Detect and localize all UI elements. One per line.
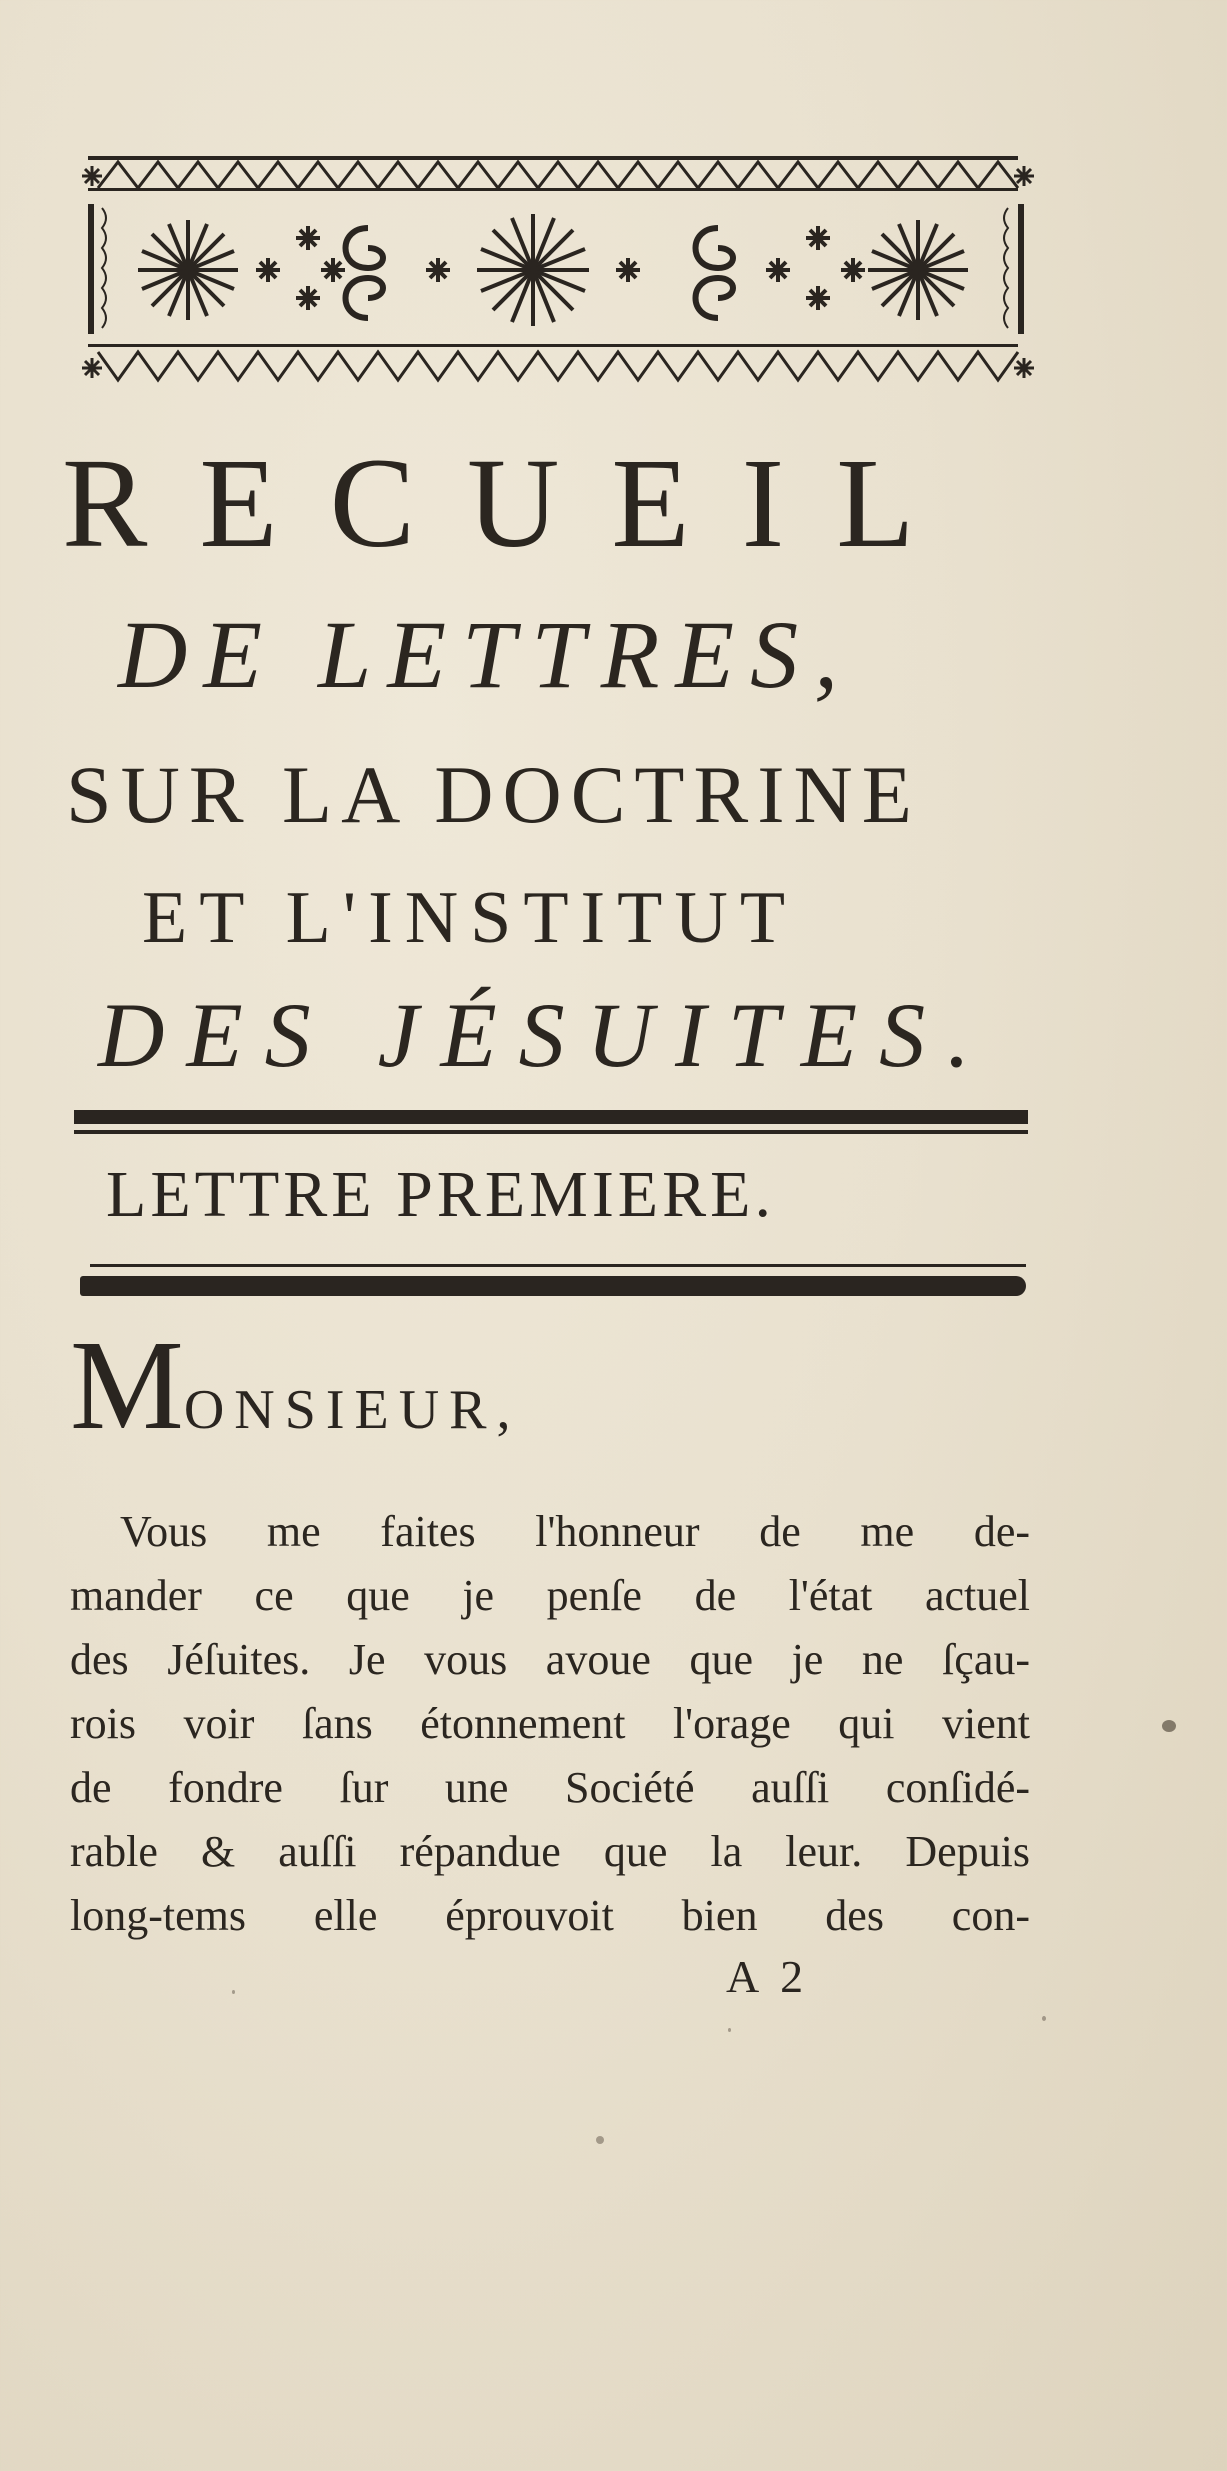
body-line: mander ce que je penſe de l'état actuel xyxy=(70,1571,1030,1620)
section-heading: LETTRE PREMIERE. xyxy=(106,1158,775,1231)
body-line: long-tems elle éprouvoit bien des con- xyxy=(70,1891,1030,1940)
title-recueil: RECUEIL xyxy=(62,432,967,574)
bottom-rule-thick xyxy=(80,1276,1026,1296)
paper-speck xyxy=(596,2136,604,2144)
title-sur-la-doctrine: SUR LA DOCTRINE xyxy=(66,749,921,840)
ornamental-headpiece-icon xyxy=(78,148,1038,398)
title-de-lettres: DE LETTRES, xyxy=(118,601,855,708)
salutation xyxy=(70,1310,521,1499)
body-line: rable & auſſi répandue que la leur. Depuis xyxy=(70,1827,1030,1876)
paper-speck xyxy=(232,1990,235,1994)
top-rule-thick xyxy=(74,1110,1028,1124)
bottom-rule-thin xyxy=(90,1264,1026,1267)
title-et-linstitut: ET L'INSTITUT xyxy=(142,877,798,959)
signature-mark: A 2 xyxy=(726,1951,810,2002)
letter-body xyxy=(70,1500,1030,1948)
top-rule-thin xyxy=(74,1130,1028,1134)
title-des-jesuites: DES JÉSUITES. xyxy=(98,984,993,1086)
paper-speck xyxy=(728,2028,731,2032)
body-line: Vous me faites l'honneur de me de- xyxy=(120,1507,1030,1556)
paper-speck xyxy=(1162,1720,1176,1732)
body-line: des Jéſuites. Je vous avoue que je ne ſçau- xyxy=(70,1635,1030,1684)
body-line: de fondre ſur une Société auſſi conſidé- xyxy=(70,1763,1030,1812)
paper-speck xyxy=(1042,2016,1046,2021)
body-line: rois voir ſans étonnement l'orage qui vient xyxy=(70,1699,1030,1748)
salutation-initial: M xyxy=(70,1314,184,1456)
salutation-rest: ONSIEUR, xyxy=(183,1379,521,1441)
